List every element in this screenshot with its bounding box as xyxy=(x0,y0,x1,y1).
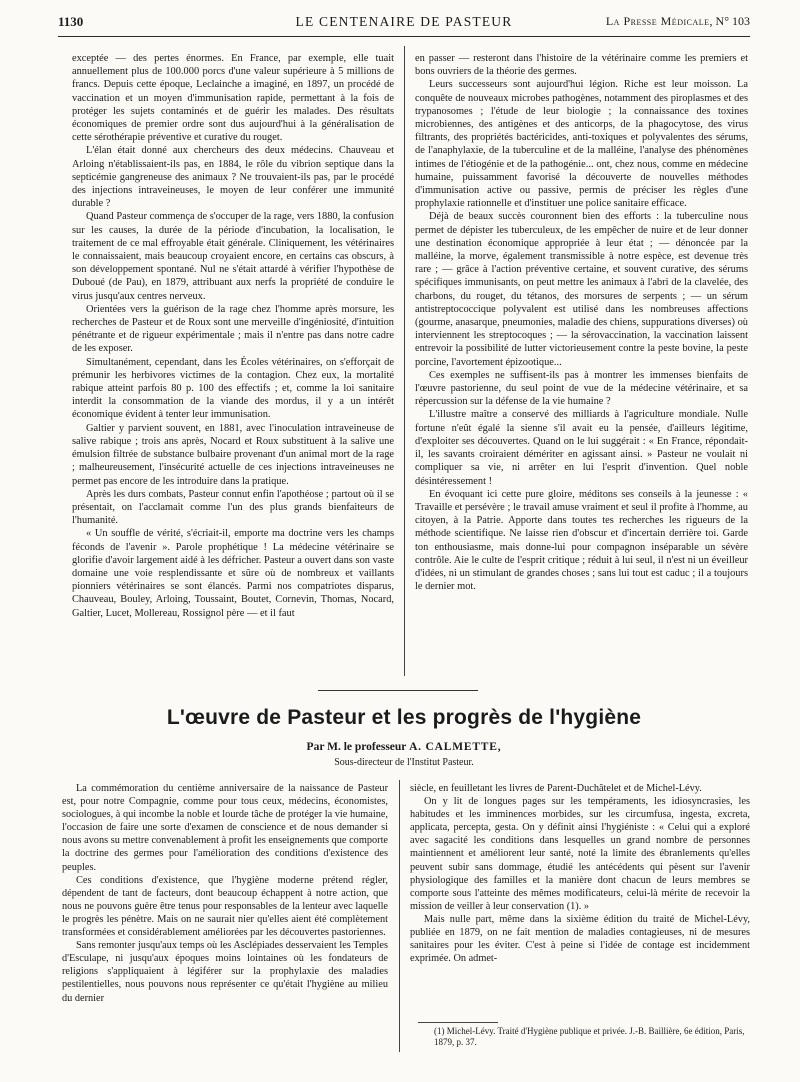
author-name: A. CALMETTE, xyxy=(409,741,502,753)
paragraph: Après les durs combats, Pasteur connut enfin l'apothéose ; partout où il se présentait, on l'acclamait comme l'un des plus grands bienfaiteurs de l'humanité. xyxy=(72,488,394,527)
author-affiliation: Sous-directeur de l'Institut Pasteur. xyxy=(334,757,474,768)
paragraph: L'élan était donné aux chercheurs des deux médecins. Chauveau et Arloing n'établissaient-ils pas, en 1884, le rôle du vibrion septique dans la septicémie gangreneuse des animaux ? Ne trouvaient-ils pas, par le procédé des injections intraveineuses, le moyen de leur conférer une immunité durable ? xyxy=(72,145,394,210)
paragraph: Quand Pasteur commença de s'occuper de la rage, vers 1880, la confusion sur les causes, la durée de la période d'incubation, la localisation, le traitement de ce mal effroyable était générale. Cliniquement, les vétérinaires le connaissaient, mais beaucoup croyaient encore, en certains cas obscurs, à son développement spontané. Nul ne s'était attardé à vérifier l'hypothèse de Duboué (de Pau), en 1879, attribuant aux nerfs la propriété de conduire le virus jusqu'aux centres nerveux. xyxy=(72,211,394,302)
page-header xyxy=(58,14,750,34)
article-title: L'œuvre de Pasteur et les progrès de l'hygiène xyxy=(166,706,642,729)
paragraph: Ces conditions d'existence, que l'hygiène moderne prétend régler, dépendent de tant de facteurs, dont beaucoup échappent à notre action, que nous ne pouvons guère être tenus pour responsables de la lenteur avec laquelle le progrès les pénètre. Mais on ne saurait nier qu'elles aient été complètement transformées et considérablement améliorées par les découvertes pastoriennes. xyxy=(62,874,388,939)
header-rule xyxy=(58,36,750,37)
paragraph: Simultanément, cependant, dans les Écoles vétérinaires, on s'efforçait de prémunir les herbivores victimes de la contagion. Chez eux, la mortalité rabique atteint parfois 80 p. 100 des effectifs ; et, comme la loi sanitaire interdit la consommation de la viande des mordus, il y a un intérêt économique évident à tenter leur immunisation. xyxy=(72,356,394,421)
column-divider xyxy=(404,46,405,676)
running-title: LE CENTENAIRE DE PASTEUR xyxy=(295,14,513,29)
paragraph: En évoquant ici cette pure gloire, méditons ses conseils à la jeunesse : « Travaille et persévère ; le travail amuse vraiment et seul il profite à l'homme, au citoyen, à la Patrie. Apporte dans toutes tes recherches les rigueurs de la méthode scientifique. Ne laisse rien d'obscur et d'incertain derrière toi. Garde ton enthousiasme, mais donne-lui pour compagnon inséparable un sévère contrôle. Aie le culte de l'esprit critique ; réduit à lui seul, il n'est ni un éveilleur d'idées, ni un stimulant de grandes choses ; sans lui tout est caduc ; il a toujours le dernier mot. xyxy=(415,488,748,593)
previous-article-column-2 xyxy=(415,52,748,593)
page-number: 1130 xyxy=(58,14,84,29)
byline xyxy=(58,741,750,753)
paragraph: La commémoration du centième anniversaire de la naissance de Pasteur est, pour notre Compagnie, comme pour tous ceux, médecins, économistes, sociologues, à qui incombe la noble et lourde tâche de protéger la vie humaine, l'occasion de faire une sorte d'examen de conscience et de nous demander si nous avons su mettre convenablement à profit les enseignements que comporte la doctrine des germes pour l'amélioration des conditions d'existence des peuples. xyxy=(62,783,388,873)
paragraph: Déjà de beaux succès couronnent bien des efforts : la tuberculine nous permet de dépister les tuberculeux, de les empêcher de nuire et de leur donner une destination économique appropriée à leur état ; — dénoncée par la malléine, la morve, également transmissible à notre espèce, est devenue très rare ; — grâce à l'action préventive certaine, et souvent curative, des sérums spécifiques immunisants, on peut mettre les animaux à l'abri de la clavelée, des charbons, du rouget, du tétanos, des morsures de serpents ; — un sérum antistreptococcique polyvalent est utilisé dans les nombreuses affections (gourme, anasarque, pneumonies, maladie des chiens, suppurations diverses) où interviennent les streptocoques ; — la sérovaccination, la vaccination laissent entrevoir la possibilité de lutter victorieusement contre la peste bovine, la peste porcine, l'avortement épizootique... xyxy=(415,211,748,368)
paragraph: Leurs successeurs sont aujourd'hui légion. Riche est leur moisson. La conquête de nouveaux microbes pathogènes, notamment des piroplasmes et des trypanosomes ; l'étude de leur biologie ; la connaissance des toxines microbiennes, des antigènes et des anticorps, de la phagocytose, des virus filtrants, des propriétés bactéricides, anti-toxiques et polyvalentes des sérums, de l'anaphylaxie, de la tuberculine et de la malléine, l'analyse des phénomènes intimes de l'étiogénie et de la pathogénie... ont, chez nous, comme en médecine humaine, puissamment favorisé la découverte de nouvelles méthodes d'immunisation active ou passive, permis de préciser les règles d'une prophylaxie rationnelle et d'instituer une police sanitaire efficace. xyxy=(415,79,748,210)
article-separator xyxy=(318,690,478,691)
paragraph: L'illustre maître a conservé des milliards à l'agriculture mondiale. Nulle fortune n'eût égalé la sienne s'il avait eu la pensée, d'ailleurs légitime, d'exploiter ses découvertes. Quand on le lui suggérait : « En France, répondait-il, les savants croiraient démériter en agissant ainsi. » Pasteur ne voulait ni compliquer sa vie, ni arrêter en lui l'esprit d'invention. Quel noble désintéressement ! xyxy=(415,409,748,487)
column-divider xyxy=(399,780,400,1052)
article-column-1 xyxy=(62,782,388,1005)
previous-article-column-1 xyxy=(72,52,394,620)
paragraph: exceptée — des pertes énormes. En France, par exemple, elle tuait annuellement plus de 100.000 porcs d'une valeur supérieure à 5 millions de francs. Depuis cette époque, Leclainche a imaginé, en 1897, un procédé de vaccination et un moyen d'immunisation rapide, permettant à la fois de protéger les sujets contaminés et de guérir les malades. Des résultats économiques de premier ordre sont dus aujourd'hui à la généralisation de cette sérothérapie préventive et curative du rouget. xyxy=(72,53,394,144)
paragraph: Orientées vers la guérison de la rage chez l'homme après morsure, les recherches de Pasteur et de Roux sont une merveille d'ingéniosité, d'intuition pénétrante et de rigueur expérimentale ; mais il n'entre pas dans notre cadre de les exposer. xyxy=(72,303,394,355)
journal-reference: La Presse Médicale, N° 103 xyxy=(605,14,750,28)
byline-prefix: Par M. le professeur xyxy=(306,741,407,753)
issue-number: N° 103 xyxy=(715,14,750,28)
journal-name: La Presse Médicale xyxy=(605,14,710,28)
paragraph: Sans remonter jusqu'aux temps où les Asclépiades desservaient les Temples d'Esculape, ni jusqu'aux époques moins lointaines où les fondateurs de religions s'appliquaient à légiférer sur la prophylaxie des maladies pestilentielles, nous pouvons nous représenter ce qu'était l'hygiène au milieu du dernier xyxy=(62,940,388,1004)
paragraph: Ces exemples ne suffisent-ils pas à montrer les immenses bienfaits de l'œuvre pastorienne, du seul point de vue de la médecine vétérinaire, et sa répercussion sur la défense de la vie humaine ? xyxy=(415,369,748,408)
paragraph: en passer — resteront dans l'histoire de la vétérinaire comme les premiers et bons ouvriers de la théorie des germes. xyxy=(415,53,748,78)
footnote xyxy=(418,1026,748,1048)
paragraph: On y lit de longues pages sur les tempéraments, les idiosyncrasies, les habitudes et les imminences morbides, sur les circumfusa, ingesta, excreta, applicata, percepta, gesta. On y définit ainsi l'hygiéniste : « Celui qui a exploré avec sagacité les conditions dans lesquelles un grand nombre de personnes maintiennent et améliorent leur santé, noté la limite des ébranlements qu'elles peuvent subir sans dommage, étudié les antécédents qui pèsent sur l'avenir physiologique des familles et la manière dont chacun de leurs membres se comporte sous l'atteinte des mêmes modificateurs, celui-là mérite de recevoir la mission de veiller à leur conservation (1). » xyxy=(410,796,750,912)
paragraph: « Un souffle de vérité, s'écriait-il, emporte ma doctrine vers les champs féconds de l'avenir ». Parole prophétique ! La médecine vétérinaire se glorifie d'avoir largement aidé à les défricher. Pasteur a ouvert dans son vaste domaine une voie resplendissante et sûre où de nombreux et vaillants pionniers vétérinaires se sont élancés. Parmi nos compatriotes disparus, Chauveau, Bouley, Arloing, Toussaint, Boutet, Cornevin, Thomas, Nocard, Galtier, Lucet, Mollereau, Rossignol père — et il faut xyxy=(72,528,394,619)
paragraph: Mais nulle part, même dans la sixième édition du traité de Michel-Lévy, publiée en 1879, on ne fait mention de maladies contagieuses, ni de mesures sanitaires pour les éviter. C'est à peine si l'idée de contage est incidemment exprimée. On admet- xyxy=(410,913,750,965)
footnote-rule xyxy=(418,1022,498,1023)
footnote-text: (1) Michel-Lévy. Traité d'Hygiène publique et privée. J.-B. Baillière, 6e édition, Paris, 1879, p. 37. xyxy=(434,1026,745,1047)
paragraph: Galtier y parvient souvent, en 1881, avec l'inoculation intraveineuse de salive rabique ; trois ans après, Nocard et Roux substituent à la salive une émulsion filtrée de substance bulbaire provenant d'un animal mort de la rage ; malheureusement, l'insécurité actuelle de ces injections intraveineuses ne permet pas encore de les introduire dans la pratique. xyxy=(72,422,394,487)
article-column-2 xyxy=(410,782,750,965)
paragraph: siècle, en feuilletant les livres de Parent-Duchâtelet et de Michel-Lévy. xyxy=(410,783,702,794)
